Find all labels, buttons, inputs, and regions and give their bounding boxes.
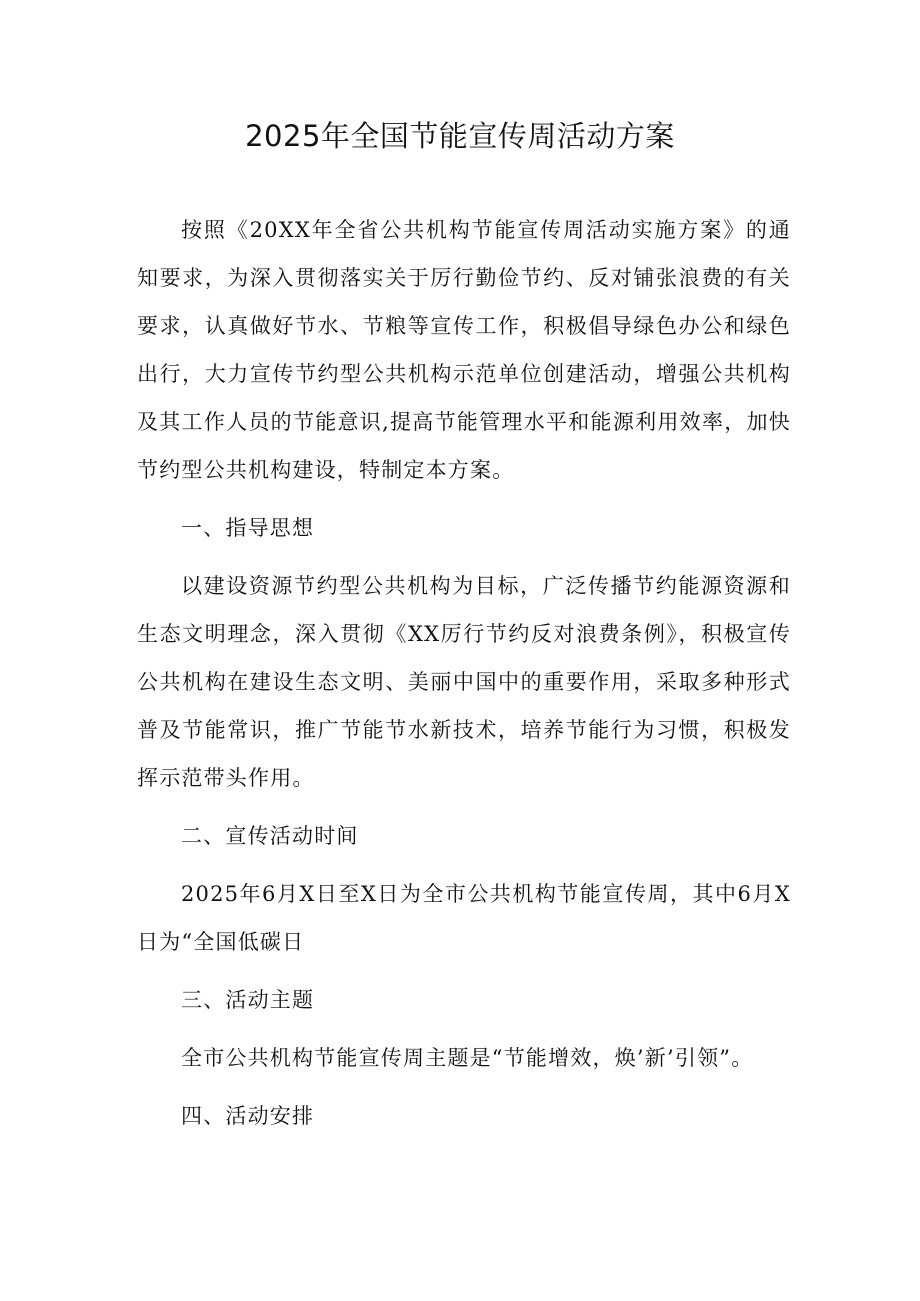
intro-paragraph: 按照《20XX年全省公共机构节能宣传周活动实施方案》的通知要求，为深入贯彻落实关于厉行勤俭节约、反对铺张浪费的有关要求，认真做好节水、节粮等宣传工作，积极倡导绿色办公和绿色出行，大力宣传节约型公共机构示范单位创建活动，增强公共机构及其工作人员的节能意识,提高节能管理水平和能源利用效率，加快节约型公共机构建设，特制定本方案。 — [137, 218, 791, 482]
section-paragraph-campaign-time: 2025年6月X日至X日为全市公共机构节能宣传周，其中6月X日为“全国低碳日 — [137, 882, 791, 954]
document-body — [137, 206, 791, 1150]
section-heading-campaign-time: 二、宣传活动时间 — [181, 824, 359, 848]
section-heading-theme: 三、活动主题 — [181, 988, 315, 1012]
section-heading-guiding-thought: 一、指导思想 — [181, 516, 315, 540]
section-paragraph-guiding-thought: 以建设资源节约型公共机构为目标，广泛传播节约能源资源和生态文明理念，深入贯彻《XX厉行节约反对浪费条例》，积极宣传公共机构在建设生态文明、美丽中国中的重要作用，采取多种形式普及节能常识，推广节能节水新技术，培养节能行为习惯，积极发挥示范带头作用。 — [137, 574, 791, 790]
document-title: 2025年全国节能宣传周活动方案 — [245, 119, 675, 153]
section-heading-arrangement: 四、活动安排 — [181, 1104, 315, 1128]
section-paragraph-theme: 全市公共机构节能宣传周主题是“节能增效，焕’新’引领”。 — [181, 1046, 754, 1070]
